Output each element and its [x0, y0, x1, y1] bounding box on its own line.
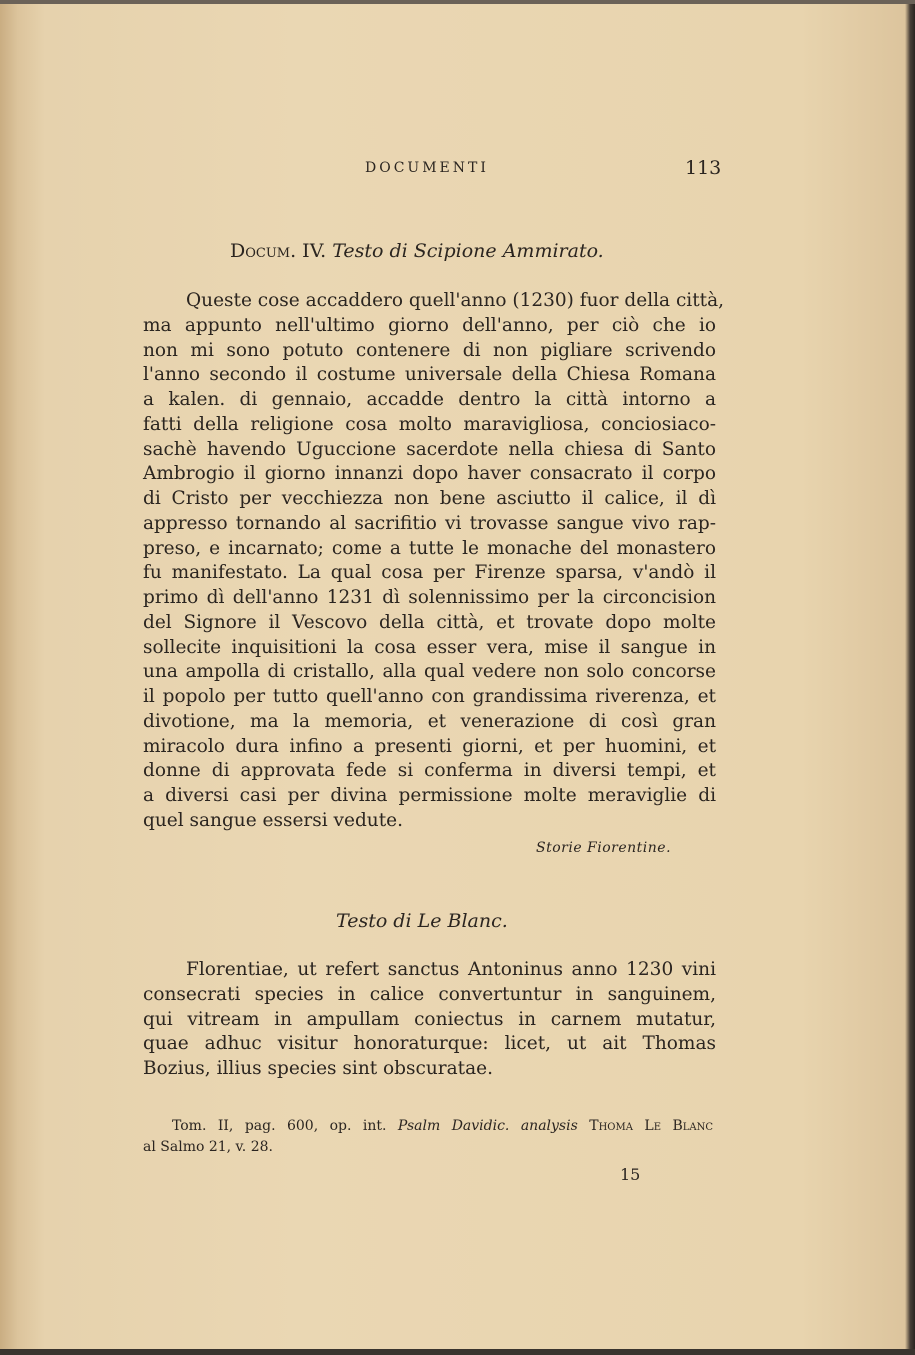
page-number: 113: [685, 157, 722, 179]
text-line: fu manifestato. La qual cosa per Firenze sparsa, v'andò il: [143, 562, 716, 584]
text-line: Ambrogio il giorno innanzi dopo haver consacrato il corpo: [143, 463, 716, 485]
signature-mark: 15: [620, 1165, 641, 1184]
text-line: sachè havendo Uguccione sacerdote nella chiesa di Santo: [143, 438, 716, 460]
leblanc-paragraph: [143, 958, 716, 1082]
text-line: del Signore il Vescovo della città, et trovate dopo molte: [143, 611, 716, 633]
footnote-line: al Salmo 21, v. 28.: [143, 1139, 273, 1155]
text-line: una ampolla di cristallo, alla qual vedere non solo concorse: [143, 661, 716, 683]
text-line: fatti della religione cosa molto maravigliosa, conciosiaco-: [143, 413, 716, 435]
page-top-edge: [0, 0, 915, 4]
footnote-work-title: Psalm Davidic. analysis: [397, 1118, 578, 1134]
section-subtitle: Testo di Le Blanc.: [336, 910, 508, 932]
text-line: donne di approvata fede si conferma in diversi tempi, et: [143, 760, 716, 782]
text-line: Bozius, illius species sint obscuratae.: [143, 1058, 493, 1079]
text-line: primo dì dell'anno 1231 dì solennissimo per la circoncision: [143, 587, 716, 608]
text-line: quae adhuc visitur honoraturque: licet, ut ait Thomas: [143, 1033, 716, 1055]
text-line: a kalen. di gennaio, accadde dentro la città intorno a: [143, 389, 716, 410]
ammirato-paragraph: [143, 289, 724, 834]
text-line: non mi sono potuto contenere di non pigliare scrivendo: [143, 339, 716, 361]
section-title-italic: Testo di Scipione Ammirato.: [332, 240, 604, 262]
text-line: qui vitream in ampullam coniectus in carnem mutatur,: [143, 1008, 716, 1030]
footnote-text: Tom. II, pag. 600, op. int.: [172, 1118, 398, 1134]
text-line: miracolo dura infino a presenti giorni, et per huomini, et: [143, 735, 716, 757]
source-citation: Storie Fiorentine.: [536, 840, 672, 856]
text-line: l'anno secondo il costume universale della Chiesa Romana: [143, 364, 716, 386]
text-line: consecrati species in calice convertuntur in sanguinem,: [143, 983, 716, 1005]
text-line: a diversi casi per divina permissione molte meraviglie di: [143, 785, 716, 806]
footnote-author: Thoma Le Blanc: [577, 1118, 713, 1134]
footnote-line: [143, 1116, 713, 1137]
text-line: quel sangue essersi vedute.: [143, 809, 403, 831]
text-line: preso, e incarnato; come a tutte le monache del monastero: [143, 537, 716, 559]
text-line: Florentiae, ut refert sanctus Antoninus anno 1230 vini: [186, 959, 716, 980]
text-line: sollecite inquisitioni la cosa esser vera, mise il sangue in: [143, 636, 716, 658]
document-label: Docum. IV.: [230, 240, 327, 262]
footnote: [143, 1116, 713, 1158]
text-line: divotione, ma la memoria, et venerazione di così gran: [143, 710, 716, 732]
section-title: [230, 240, 604, 262]
text-line: il popolo per tutto quell'anno con grandissima riverenza, et: [143, 686, 716, 707]
page-bottom-edge: [0, 1349, 915, 1355]
text-line: Queste cose accaddero quell'anno (1230) fuor della città,: [186, 290, 724, 311]
running-header: DOCUMENTI: [365, 160, 489, 176]
text-line: appresso tornando al sacrifitio vi trovasse sangue vivo rap-: [143, 512, 716, 534]
text-line: di Cristo per vecchiezza non bene asciutto il calice, il dì: [143, 488, 716, 509]
text-line: ma appunto nell'ultimo giorno dell'anno, per ciò che io: [143, 314, 716, 336]
